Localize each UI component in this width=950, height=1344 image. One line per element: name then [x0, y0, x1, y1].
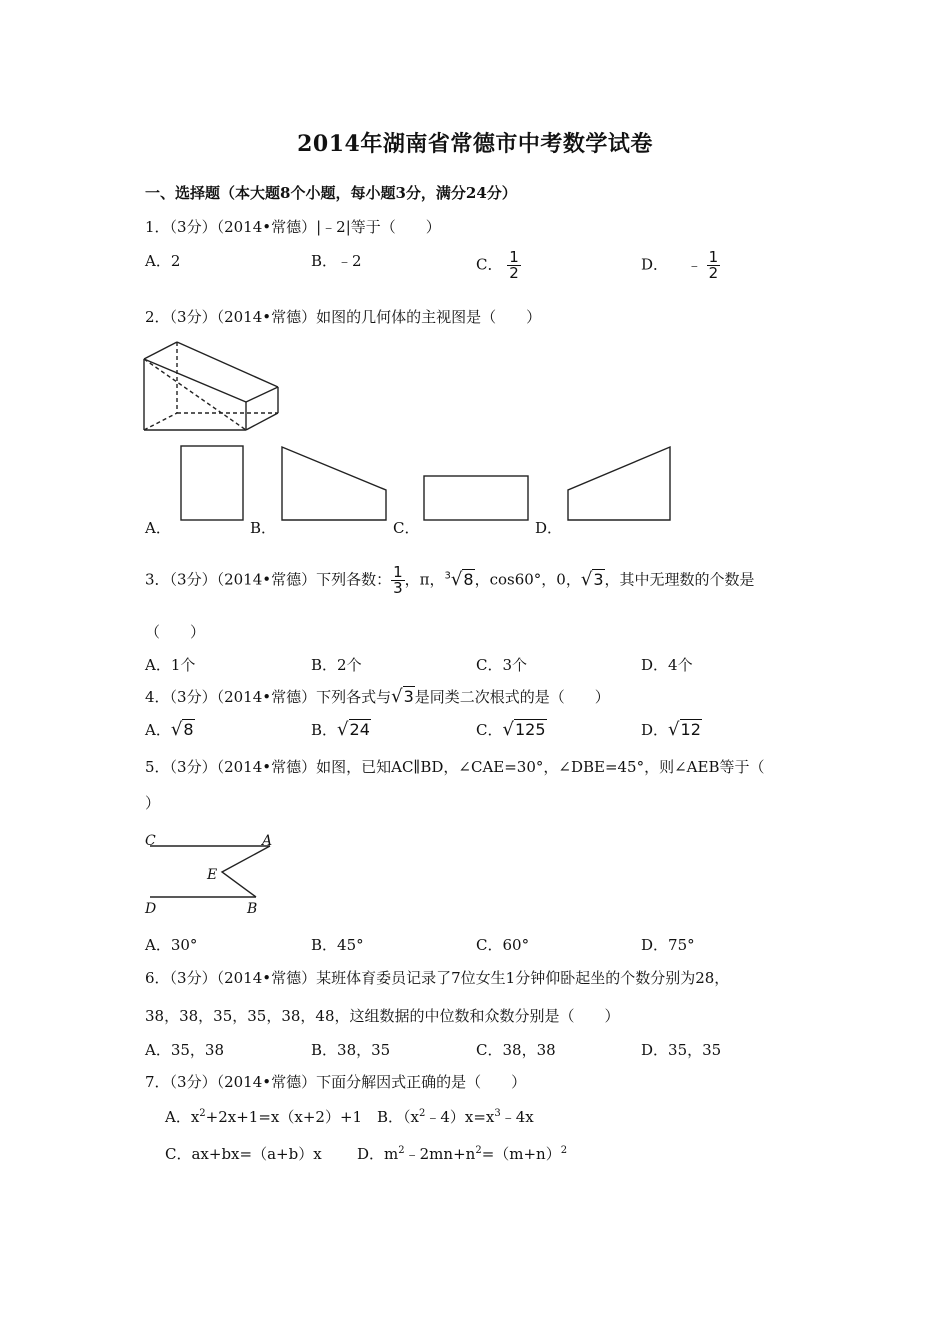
q7-option-b: B．$(x^2﹣4)x=x^3﹣4x$	[377, 1108, 534, 1126]
question-1-stem: 1．（3分）（2014•常德）|﹣2|等于（ ）	[145, 218, 441, 236]
q1-option-a: A．2	[145, 252, 181, 270]
q2-option-a: A．	[145, 519, 171, 537]
square-root: √3	[580, 568, 604, 590]
question-3-paren: （ ）	[145, 623, 206, 641]
q4-option-c: C．√125	[476, 719, 546, 740]
q7-option-d: D．$m^2﹣2mn+n^2=(m+n)^2$	[357, 1145, 568, 1163]
cube-root: $^3$√8	[444, 568, 474, 590]
q6-option-b: B．38，35	[311, 1041, 391, 1059]
q2-option-b: B．	[250, 519, 277, 537]
q4-option-d: D．√12	[641, 719, 701, 740]
question-2-stem: 2．（3分）（2014•常德）如图的几何体的主视图是（ ）	[145, 308, 542, 326]
square-root: √8	[170, 719, 194, 740]
square-root: √12	[668, 719, 701, 740]
label-c: C	[145, 833, 156, 849]
q5-option-c: C．60°	[476, 936, 530, 954]
question-4-stem: 4．（3分）（2014•常德）下列各式与√3是同类二次根式的是（ ）	[145, 686, 610, 707]
section-heading: 一、选择题（本大题8个小题，每小题3分，满分24分）	[145, 184, 517, 202]
q2-option-d: D．	[535, 519, 563, 537]
fraction: $\frac{1}{2}$	[708, 248, 719, 282]
q6-option-d: D．35，35	[641, 1041, 722, 1059]
square-root: √24	[337, 719, 370, 740]
q1-option-d: D． ﹣ $\frac{1}{2}$	[641, 248, 719, 282]
page-title: 2014年湖南省常德市中考数学试卷	[297, 131, 653, 157]
fraction: $\frac{1}{2}$	[509, 248, 519, 282]
fraction: $\frac{1}{3}$	[393, 563, 403, 597]
question-7-stem: 7．（3分）（2014•常德）下面分解因式正确的是（ ）	[145, 1073, 527, 1091]
q5-option-a: A．30°	[145, 936, 198, 954]
q2-option-c: C．	[393, 519, 420, 537]
q3-option-b: B．2个	[311, 656, 362, 674]
question-3-stem: 3．（3分）（2014•常德）下列各数： $\frac{1}{3}$ ，π，$^3$√8，cos60°，0，√3，其中无理数的个数是	[145, 563, 755, 597]
label-a: A	[262, 833, 273, 849]
q1-option-b: B．﹣2	[311, 252, 362, 270]
label-d: D	[145, 901, 157, 917]
question-6-stem: 6．（3分）（2014•常德）某班体育委员记录了7位女生1分钟仰卧起坐的个数分别为28，	[145, 969, 730, 987]
square-root: √3	[391, 686, 414, 707]
q5-option-b: B．45°	[311, 936, 364, 954]
q3-option-c: C．3个	[476, 656, 528, 674]
q7-option-c: C．ax+bx=（a+b）x	[165, 1145, 322, 1163]
label-e: E	[207, 867, 218, 883]
q6-option-a: A．35，38	[145, 1041, 225, 1059]
q1-option-c: C． $\frac{1}{2}$	[476, 248, 519, 282]
question-5-stem-cont: ）	[145, 794, 161, 812]
q3-option-d: D．4个	[641, 656, 693, 674]
q3-option-a: A．1个	[145, 656, 196, 674]
question-5-stem: 5．（3分）（2014•常德）如图，已知AC∥BD，∠CAE=30°，∠DBE=45°，则∠AEB等于（	[145, 758, 765, 776]
q5-option-d: D．75°	[641, 936, 695, 954]
question-6-stem-cont: 38，38，35，35，38，48，这组数据的中位数和众数分别是（ ）	[145, 1007, 620, 1025]
q4-option-a: A．√8	[145, 719, 194, 740]
q7-option-a: A．$x^2+2x+1=x(x+2)+1$	[165, 1108, 363, 1126]
label-b: B	[247, 901, 258, 917]
q6-option-c: C．38，38	[476, 1041, 556, 1059]
square-root: √125	[502, 719, 546, 740]
q4-option-b: B．√24	[311, 719, 370, 740]
